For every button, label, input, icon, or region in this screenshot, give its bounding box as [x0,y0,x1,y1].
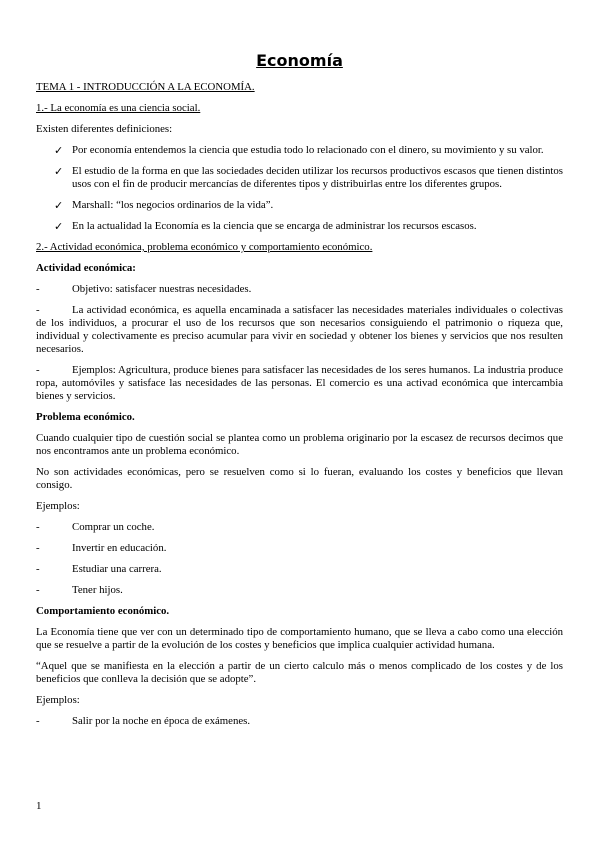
ejemplo-item [36,542,563,555]
actividad-item [36,364,563,403]
ejemplo-text: Comprar un coche. [72,521,155,533]
dash-bullet: - [36,521,40,533]
actividad-item [36,283,563,296]
page-number: 1 [36,800,42,812]
definition-item [36,144,563,157]
dash-bullet: - [36,584,40,596]
definition-item [36,165,563,191]
dash-bullet: - [36,364,40,376]
problema-ejemplos-label: Ejemplos: [36,500,80,512]
ejemplo-item [36,563,563,576]
ejemplo-item [36,584,563,597]
definition-item [36,220,563,233]
checkmark-icon: ✓ [54,165,64,178]
dash-bullet: - [36,283,40,295]
problema-heading: Problema económico. [36,411,135,423]
problema-paragraph: No son actividades económicas, pero se resuelven como si lo fueran, evaluando los costes y beneficios que llevan consigo. [36,466,563,491]
comportamiento-heading: Comportamiento económico. [36,605,170,617]
comportamiento-ejemplos-label: Ejemplos: [36,694,80,706]
actividad-text: Objetivo: satisfacer nuestras necesidades. [72,283,252,295]
comportamiento-quote: “Aquel que se manifiesta en la elección a partir de un cierto calculo más o menos complicado de los costes y de los beneficios que conlleva la decisión que se adopte”. [36,660,563,685]
section-2-heading: 2.- Actividad económica, problema económico y comportamiento económico. [36,241,373,253]
comportamiento-paragraph: La Economía tiene que ver con un determinado tipo de comportamiento humano, que se lleva a cabo como una elección que se resuelve a partir de la evolución de los costes y beneficios que implica cualquier actividad humana. [36,626,563,651]
ejemplo-text: Salir por la noche en época de exámenes. [72,715,251,727]
ejemplo-item [36,715,563,728]
dash-bullet: - [36,542,40,554]
ejemplo-item [36,521,563,534]
actividad-text: Ejemplos: Agricultura, produce bienes para satisfacer las necesidades de los seres humanos. La industria produce ropa, automóviles y satisface las necesidades de las personas. El comercio es una activad económica que intercambia bienes y servicios. [36,364,563,402]
definition-item [36,199,563,212]
checkmark-icon: ✓ [54,199,64,212]
ejemplo-text: Estudiar una carrera. [72,563,162,575]
section-1-heading: 1.- La economía es una ciencia social. [36,102,201,114]
definition-text: El estudio de la forma en que las sociedades deciden utilizar los recursos productivos escasos que tienen distintos usos con el fin de producir mercancías de diferentes tipos y distribuirlas entre los diferentes grupos. [72,165,563,190]
section-1-intro: Existen diferentes definiciones: [36,123,173,135]
actividad-item [36,304,563,356]
dash-bullet: - [36,715,40,727]
definition-text: Por economía entendemos la ciencia que estudia todo lo relacionado con el dinero, su movimiento y su valor. [72,144,544,156]
actividad-text: La actividad económica, es aquella encaminada a satisfacer las necesidades materiales individuales o colectivas de los individuos, a procurar el uso de los recursos que son necesarios consiguiendo el patrimonio o riqueza que, individual y colectivamente es preciso acumular para vivir en sociedad y obtener los bienes y servicios que nos resulten necesarios. [36,304,563,355]
dash-bullet: - [36,304,40,316]
dash-bullet: - [36,563,40,575]
document-body [36,81,563,728]
ejemplo-text: Tener hijos. [72,584,123,596]
actividad-heading: Actividad económica: [36,262,136,274]
ejemplo-text: Invertir en educación. [72,542,167,554]
checkmark-icon: ✓ [54,220,64,233]
tema-heading: TEMA 1 - INTRODUCCIÓN A LA ECONOMÍA. [36,81,255,93]
checkmark-icon: ✓ [54,144,64,157]
definition-text: Marshall: “los negocios ordinarios de la vida”. [72,199,274,211]
problema-paragraph: Cuando cualquier tipo de cuestión social se plantea como un problema originario por la escasez de recursos decimos que nos encontramos ante un problema económico. [36,432,563,457]
document-title: Economía [256,51,343,70]
definition-text: En la actualidad la Economía es la ciencia que se encarga de administrar los recursos escasos. [72,220,477,232]
